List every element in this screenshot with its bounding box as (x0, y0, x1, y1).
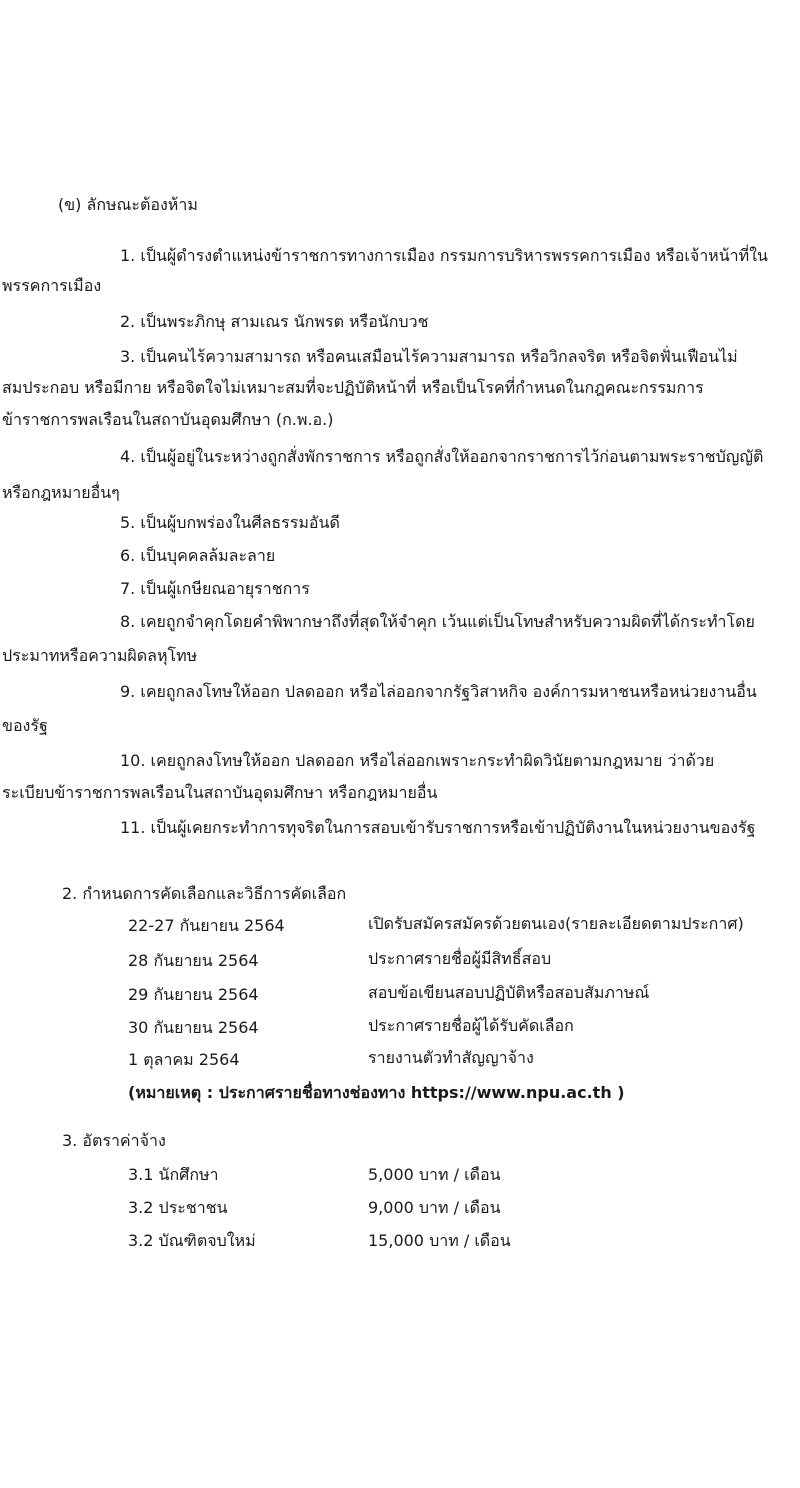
prohibited-item-4-cont: หรือกฎหมายอื่นๆ (2, 483, 120, 502)
rates-heading: 3. อัตราค่าจ้าง (62, 1131, 166, 1150)
prohibited-item-8: 8. เคยถูกจำคุกโดยคำพิพากษาถึงที่สุดให้จำคุก เว้นแต่เป็นโทษสำหรับความผิดที่ได้กระทำโดย (120, 612, 755, 631)
schedule-heading: 2. กำหนดการคัดเลือกและวิธีการคัดเลือก (62, 884, 347, 903)
prohibited-item-5: 5. เป็นผู้บกพร่องในศีลธรรมอันดี (120, 513, 340, 532)
prohibited-item-1: 1. เป็นผู้ดำรงตำแหน่งข้าราชการทางการเมือง กรรมการบริหารพรรคการเมือง หรือเจ้าหน้าที่ใน (120, 246, 768, 265)
prohibited-item-7: 7. เป็นผู้เกษียณอายุราชการ (120, 579, 310, 598)
rate-label: 3.2 ประชาชน (128, 1198, 228, 1217)
prohibited-item-3-cont2: ข้าราชการพลเรือนในสถาบันอุดมศึกษา (ก.พ.อ.) (2, 410, 334, 429)
prohibited-item-3: 3. เป็นคนไร้ความสามารถ หรือคนเสมือนไร้ความสามารถ หรือวิกลจริต หรือจิตฟั่นเฟือนไม่ (120, 347, 738, 366)
schedule-date: 22-27 กันยายน 2564 (128, 916, 285, 935)
prohibited-item-1-cont: พรรคการเมือง (2, 276, 102, 295)
schedule-date: 1 ตุลาคม 2564 (128, 1050, 240, 1069)
prohibited-item-11: 11. เป็นผู้เคยกระทำการทุจริตในการสอบเข้ารับราชการหรือเข้าปฏิบัติงานในหน่วยงานของรัฐ (120, 818, 756, 837)
prohibited-item-9: 9. เคยถูกลงโทษให้ออก ปลดออก หรือไล่ออกจากรัฐวิสาหกิจ องค์การมหาชนหรือหน่วยงานอื่น (120, 682, 757, 701)
prohibited-heading: (ข) ลักษณะต้องห้าม (58, 195, 198, 214)
schedule-desc: รายงานตัวทำสัญญาจ้าง (368, 1048, 534, 1067)
prohibited-item-6: 6. เป็นบุคคลล้มละลาย (120, 546, 276, 565)
rate-label: 3.2 บัณฑิตจบใหม่ (128, 1231, 256, 1250)
schedule-desc: ประกาศรายชื่อผู้ได้รับคัดเลือก (368, 1016, 574, 1035)
schedule-date: 30 กันยายน 2564 (128, 1018, 259, 1037)
prohibited-item-3-cont: สมประกอบ หรือมีกาย หรือจิตใจไม่เหมาะสมที่จะปฏิบัติหน้าที่ หรือเป็นโรคที่กำหนดในกฎคณะกรรมการ (2, 378, 704, 397)
schedule-desc: สอบข้อเขียนสอบปฏิบัติหรือสอบสัมภาษณ์ (368, 983, 650, 1002)
schedule-date: 29 กันยายน 2564 (128, 985, 259, 1004)
prohibited-item-2: 2. เป็นพระภิกษุ สามเณร นักพรต หรือนักบวช (120, 312, 429, 331)
prohibited-item-9-cont: ของรัฐ (2, 716, 48, 735)
rate-value: 9,000 บาท / เดือน (368, 1198, 501, 1217)
schedule-date: 28 กันยายน 2564 (128, 951, 259, 970)
schedule-desc: ประกาศรายชื่อผู้มีสิทธิ์สอบ (368, 949, 552, 968)
prohibited-item-4: 4. เป็นผู้อยู่ในระหว่างถูกสั่งพักราชการ หรือถูกสั่งให้ออกจากราชการไว้ก่อนตามพระราชบัญญัติ (120, 447, 764, 466)
rate-value: 5,000 บาท / เดือน (368, 1165, 501, 1184)
prohibited-item-10: 10. เคยถูกลงโทษให้ออก ปลดออก หรือไล่ออกเพราะกระทำผิดวินัยตามกฎหมาย ว่าด้วย (120, 751, 715, 770)
rate-label: 3.1 นักศึกษา (128, 1165, 219, 1184)
schedule-desc: เปิดรับสมัครสมัครด้วยตนเอง(รายละเอียดตามประกาศ) (368, 914, 744, 933)
rate-value: 15,000 บาท / เดือน (368, 1231, 511, 1250)
prohibited-item-10-cont: ระเบียบข้าราชการพลเรือนในสถาบันอุดมศึกษา หรือกฎหมายอื่น (2, 783, 438, 802)
schedule-note: (หมายเหตุ : ประกาศรายชื่อทางช่องทาง https://www.npu.ac.th ) (128, 1083, 625, 1102)
prohibited-item-8-cont: ประมาทหรือความผิดลหุโทษ (2, 646, 198, 665)
